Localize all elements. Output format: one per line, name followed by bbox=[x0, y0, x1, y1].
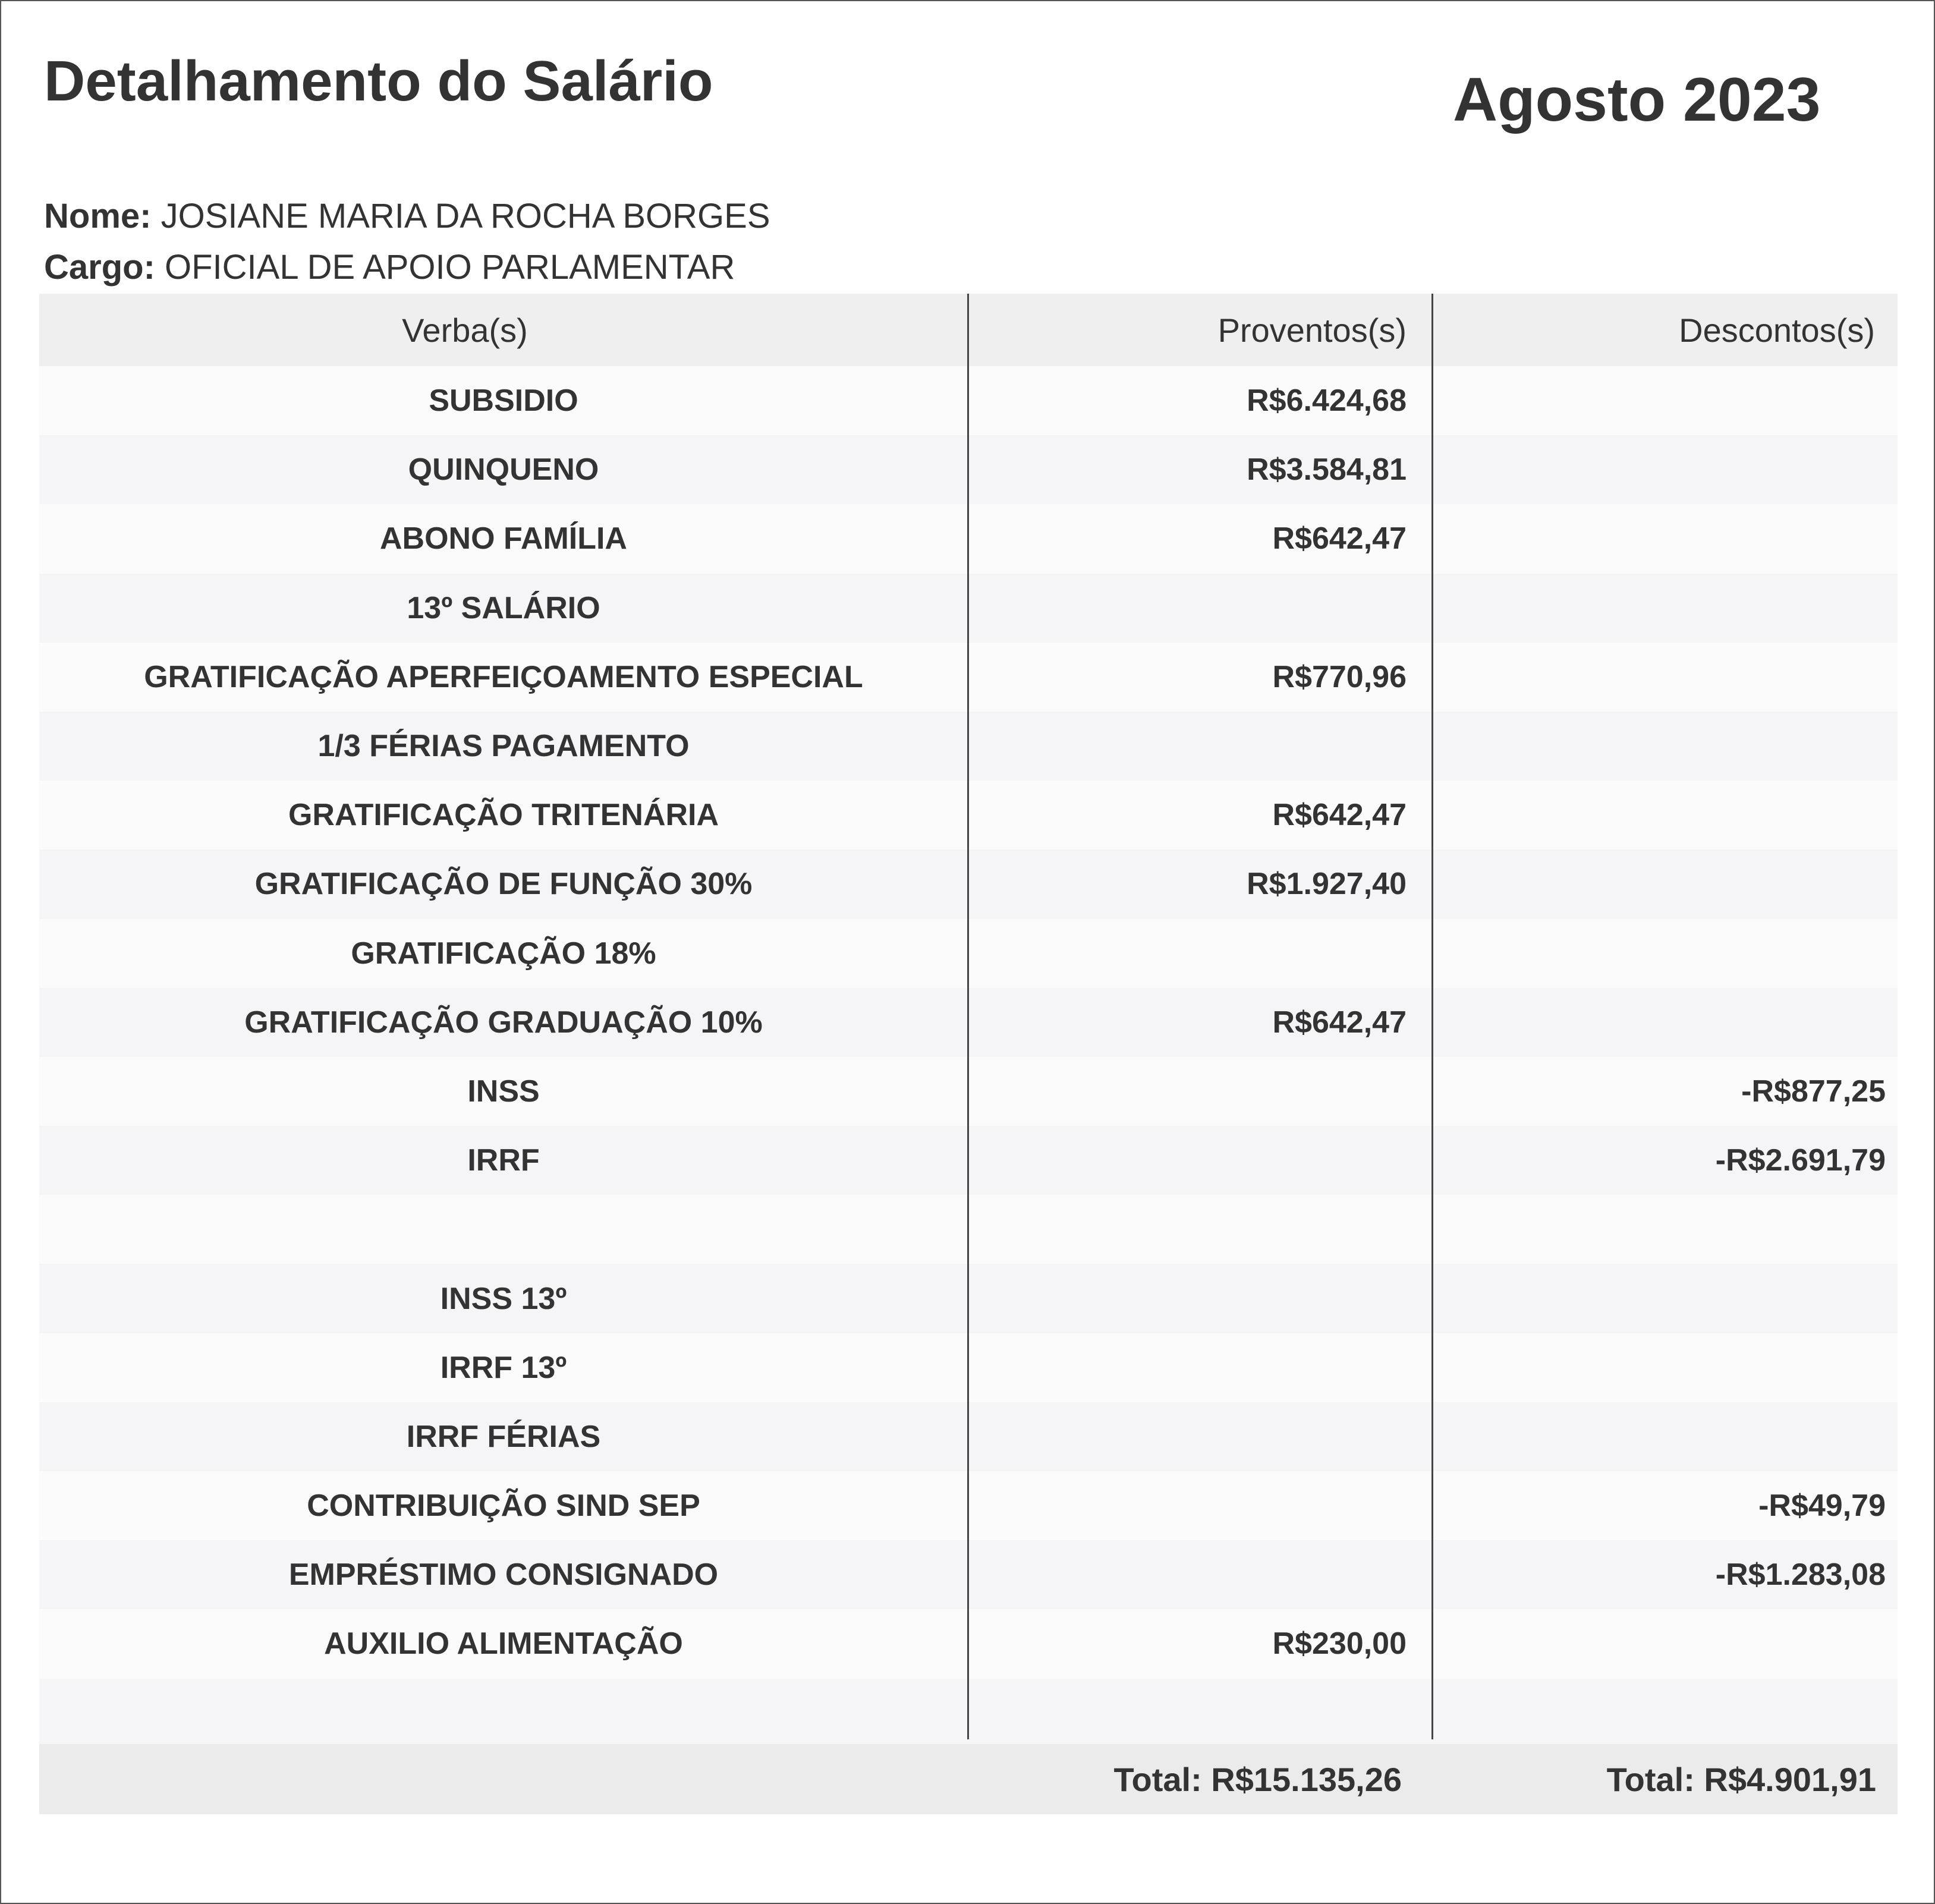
verba-cell: SUBSIDIO bbox=[429, 383, 578, 418]
period-label: Agosto 2023 bbox=[1453, 65, 1821, 134]
verba-cell: GRATIFICAÇÃO DE FUNÇÃO 30% bbox=[254, 867, 753, 902]
provento-cell: R$642,47 bbox=[1272, 521, 1407, 556]
verba-cell: INSS 13º bbox=[440, 1281, 567, 1316]
desconto-cell bbox=[1431, 919, 1898, 988]
provento-cell: R$642,47 bbox=[1272, 798, 1407, 833]
column-divider bbox=[1431, 294, 1433, 1739]
total-proventos: Total: R$15.135,26 bbox=[1113, 1760, 1402, 1798]
provento-cell: R$3.584,81 bbox=[1247, 452, 1407, 487]
desconto-cell: -R$1.283,08 bbox=[1715, 1557, 1886, 1593]
verba-cell: IRRF 13º bbox=[440, 1350, 567, 1385]
verba-cell: IRRF bbox=[467, 1143, 540, 1178]
desconto-cell bbox=[1431, 643, 1898, 712]
provento-cell bbox=[968, 1471, 1431, 1540]
verba-cell: QUINQUENO bbox=[408, 452, 599, 487]
desconto-cell bbox=[1431, 435, 1898, 504]
verba-cell: GRATIFICAÇÃO TRITENÁRIA bbox=[288, 798, 719, 833]
desconto-cell bbox=[1431, 1402, 1898, 1471]
page-title: Detalhamento do Salário bbox=[44, 49, 713, 113]
provento-cell bbox=[968, 1679, 1431, 1748]
verba-cell: GRATIFICAÇÃO GRADUAÇÃO 10% bbox=[244, 1005, 763, 1040]
verba-cell: EMPRÉSTIMO CONSIGNADO bbox=[288, 1557, 719, 1593]
verba-cell: 1/3 FÉRIAS PAGAMENTO bbox=[317, 729, 690, 764]
provento-cell: R$230,00 bbox=[1272, 1626, 1407, 1661]
provento-cell: R$6.424,68 bbox=[1247, 383, 1407, 418]
column-divider bbox=[967, 294, 969, 1739]
verba-cell: INSS bbox=[467, 1074, 540, 1109]
name-value: JOSIANE MARIA DA ROCHA BORGES bbox=[161, 197, 770, 235]
total-descontos: Total: R$4.901,91 bbox=[1606, 1760, 1876, 1798]
provento-cell: R$1.927,40 bbox=[1247, 867, 1407, 902]
desconto-cell bbox=[1431, 781, 1898, 849]
column-header-descontos: Descontos(s) bbox=[1679, 311, 1875, 349]
verba-cell: ABONO FAMÍLIA bbox=[380, 521, 627, 556]
provento-cell bbox=[968, 574, 1431, 643]
role-value: OFICIAL DE APOIO PARLAMENTAR bbox=[165, 248, 735, 287]
desconto-cell bbox=[1431, 988, 1898, 1057]
verba-cell bbox=[39, 1195, 968, 1264]
verba-cell: CONTRIBUIÇÃO SIND SEP bbox=[307, 1488, 700, 1524]
desconto-cell bbox=[1431, 1609, 1898, 1678]
provento-cell bbox=[968, 1126, 1431, 1195]
provento-cell: R$642,47 bbox=[1272, 1005, 1407, 1040]
name-label: Nome: bbox=[44, 197, 152, 235]
desconto-cell bbox=[1431, 1264, 1898, 1333]
desconto-cell: -R$49,79 bbox=[1758, 1488, 1886, 1524]
verba-cell: GRATIFICAÇÃO APERFEIÇOAMENTO ESPECIAL bbox=[144, 659, 863, 694]
provento-cell bbox=[968, 1264, 1431, 1333]
column-header-proventos: Proventos(s) bbox=[1217, 311, 1407, 349]
verba-cell bbox=[39, 1679, 968, 1748]
provento-cell bbox=[968, 1195, 1431, 1264]
verba-cell: AUXILIO ALIMENTAÇÃO bbox=[324, 1626, 683, 1661]
verba-cell: IRRF FÉRIAS bbox=[406, 1419, 601, 1454]
role-label: Cargo: bbox=[44, 248, 155, 287]
desconto-cell: -R$877,25 bbox=[1741, 1074, 1886, 1109]
provento-cell bbox=[968, 1057, 1431, 1126]
desconto-cell bbox=[1431, 712, 1898, 781]
desconto-cell bbox=[1431, 1679, 1898, 1748]
employee-name bbox=[44, 196, 770, 236]
column-header-verba: Verba(s) bbox=[402, 311, 528, 349]
totals-row bbox=[39, 1744, 1898, 1814]
verba-cell: GRATIFICAÇÃO 18% bbox=[351, 936, 656, 971]
provento-cell: R$770,96 bbox=[1272, 659, 1407, 694]
desconto-cell bbox=[1431, 1195, 1898, 1264]
provento-cell bbox=[968, 712, 1431, 781]
desconto-cell bbox=[1431, 366, 1898, 435]
verba-cell: 13º SALÁRIO bbox=[407, 590, 600, 625]
employee-role bbox=[44, 247, 735, 287]
desconto-cell bbox=[1431, 504, 1898, 573]
provento-cell bbox=[968, 1402, 1431, 1471]
provento-cell bbox=[968, 919, 1431, 988]
desconto-cell: -R$2.691,79 bbox=[1715, 1143, 1886, 1178]
provento-cell bbox=[968, 1333, 1431, 1402]
desconto-cell bbox=[1431, 849, 1898, 918]
desconto-cell bbox=[1431, 1333, 1898, 1402]
provento-cell bbox=[968, 1540, 1431, 1609]
desconto-cell bbox=[1431, 574, 1898, 643]
